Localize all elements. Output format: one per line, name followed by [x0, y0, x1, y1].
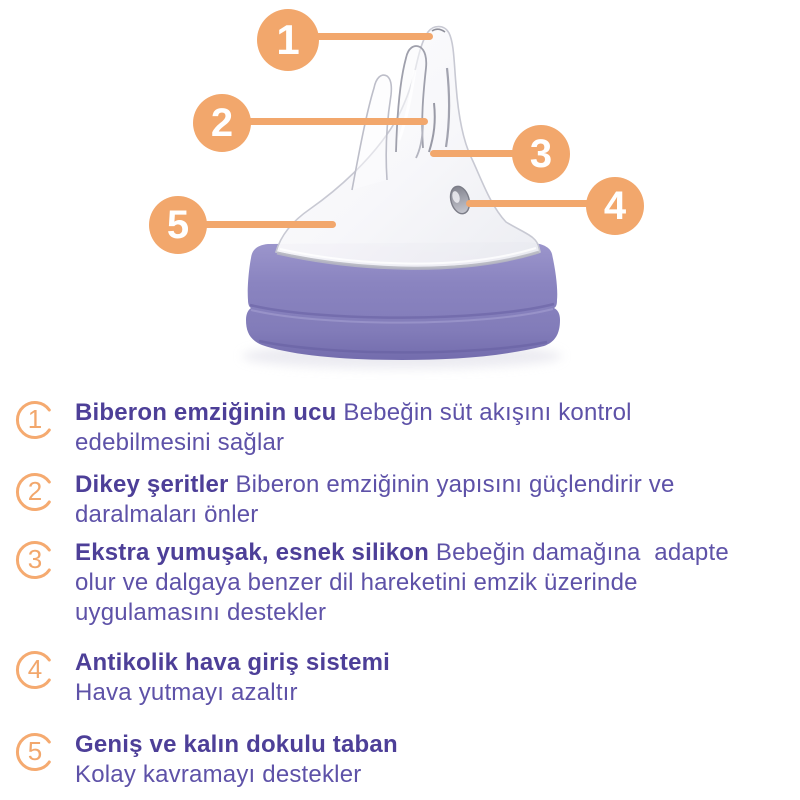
feature-number: 5 [27, 735, 43, 766]
feature-text [75, 470, 675, 530]
feature-title: Biberon emziğinin ucu [75, 399, 337, 426]
callout-badge-3 [512, 125, 570, 183]
feature-item-5 [15, 730, 800, 790]
feature-number-badge [15, 472, 55, 512]
feature-desc: Kolay kavramayı destekler [75, 761, 362, 788]
callout-badge-2 [193, 94, 251, 152]
feature-number-badge [15, 540, 55, 580]
callout-badge-1 [257, 9, 319, 71]
callout-number: 3 [529, 131, 553, 176]
callout-number: 2 [210, 100, 234, 145]
feature-item-3 [15, 538, 800, 628]
callout-line-2 [245, 118, 428, 125]
callout-line-1 [300, 33, 433, 40]
feature-item-2 [15, 470, 800, 530]
callout-badge-4 [586, 177, 644, 235]
feature-desc: Biberon emziğinin yapısını güçlendirir ve [235, 471, 675, 498]
feature-desc: Hava yutmayı azaltır [75, 679, 298, 706]
feature-text [75, 398, 632, 458]
feature-text [75, 648, 390, 708]
feature-list [0, 392, 800, 790]
feature-number-badge [15, 650, 55, 690]
callout-badge-5 [149, 196, 207, 254]
feature-desc: Bebeğin damağına adapte [435, 539, 729, 566]
feature-title: Geniş ve kalın dokulu taban [75, 731, 398, 758]
nipple-teat [276, 27, 540, 269]
feature-desc: Bebeğin süt akışını kontrol [343, 399, 632, 426]
feature-text [75, 538, 729, 628]
feature-number: 1 [27, 403, 43, 434]
product-figure [0, 0, 800, 390]
feature-desc: edebilmesini sağlar [75, 429, 285, 456]
feature-desc: daralmaları önler [75, 501, 259, 528]
callout-number: 5 [166, 202, 190, 247]
feature-title: Dikey şeritler [75, 471, 229, 498]
callout-line-5 [200, 221, 336, 228]
feature-text [75, 730, 398, 790]
feature-number-badge [15, 732, 55, 772]
feature-number-badge [15, 400, 55, 440]
feature-number: 2 [27, 475, 43, 506]
feature-item-1 [15, 398, 800, 458]
feature-item-4 [15, 648, 800, 708]
feature-desc: uygulamasını destekler [75, 599, 327, 626]
callout-number: 4 [603, 183, 627, 228]
feature-title: Ekstra yumuşak, esnek silikon [75, 539, 429, 566]
feature-title: Antikolik hava giriş sistemi [75, 649, 391, 676]
feature-number: 3 [27, 543, 43, 574]
feature-desc: olur ve dalgaya benzer dil hareketini emzik üzerinde [75, 569, 638, 596]
callout-number: 1 [276, 16, 300, 63]
bottle-nipple-illustration [0, 0, 800, 390]
feature-number: 4 [27, 653, 43, 684]
